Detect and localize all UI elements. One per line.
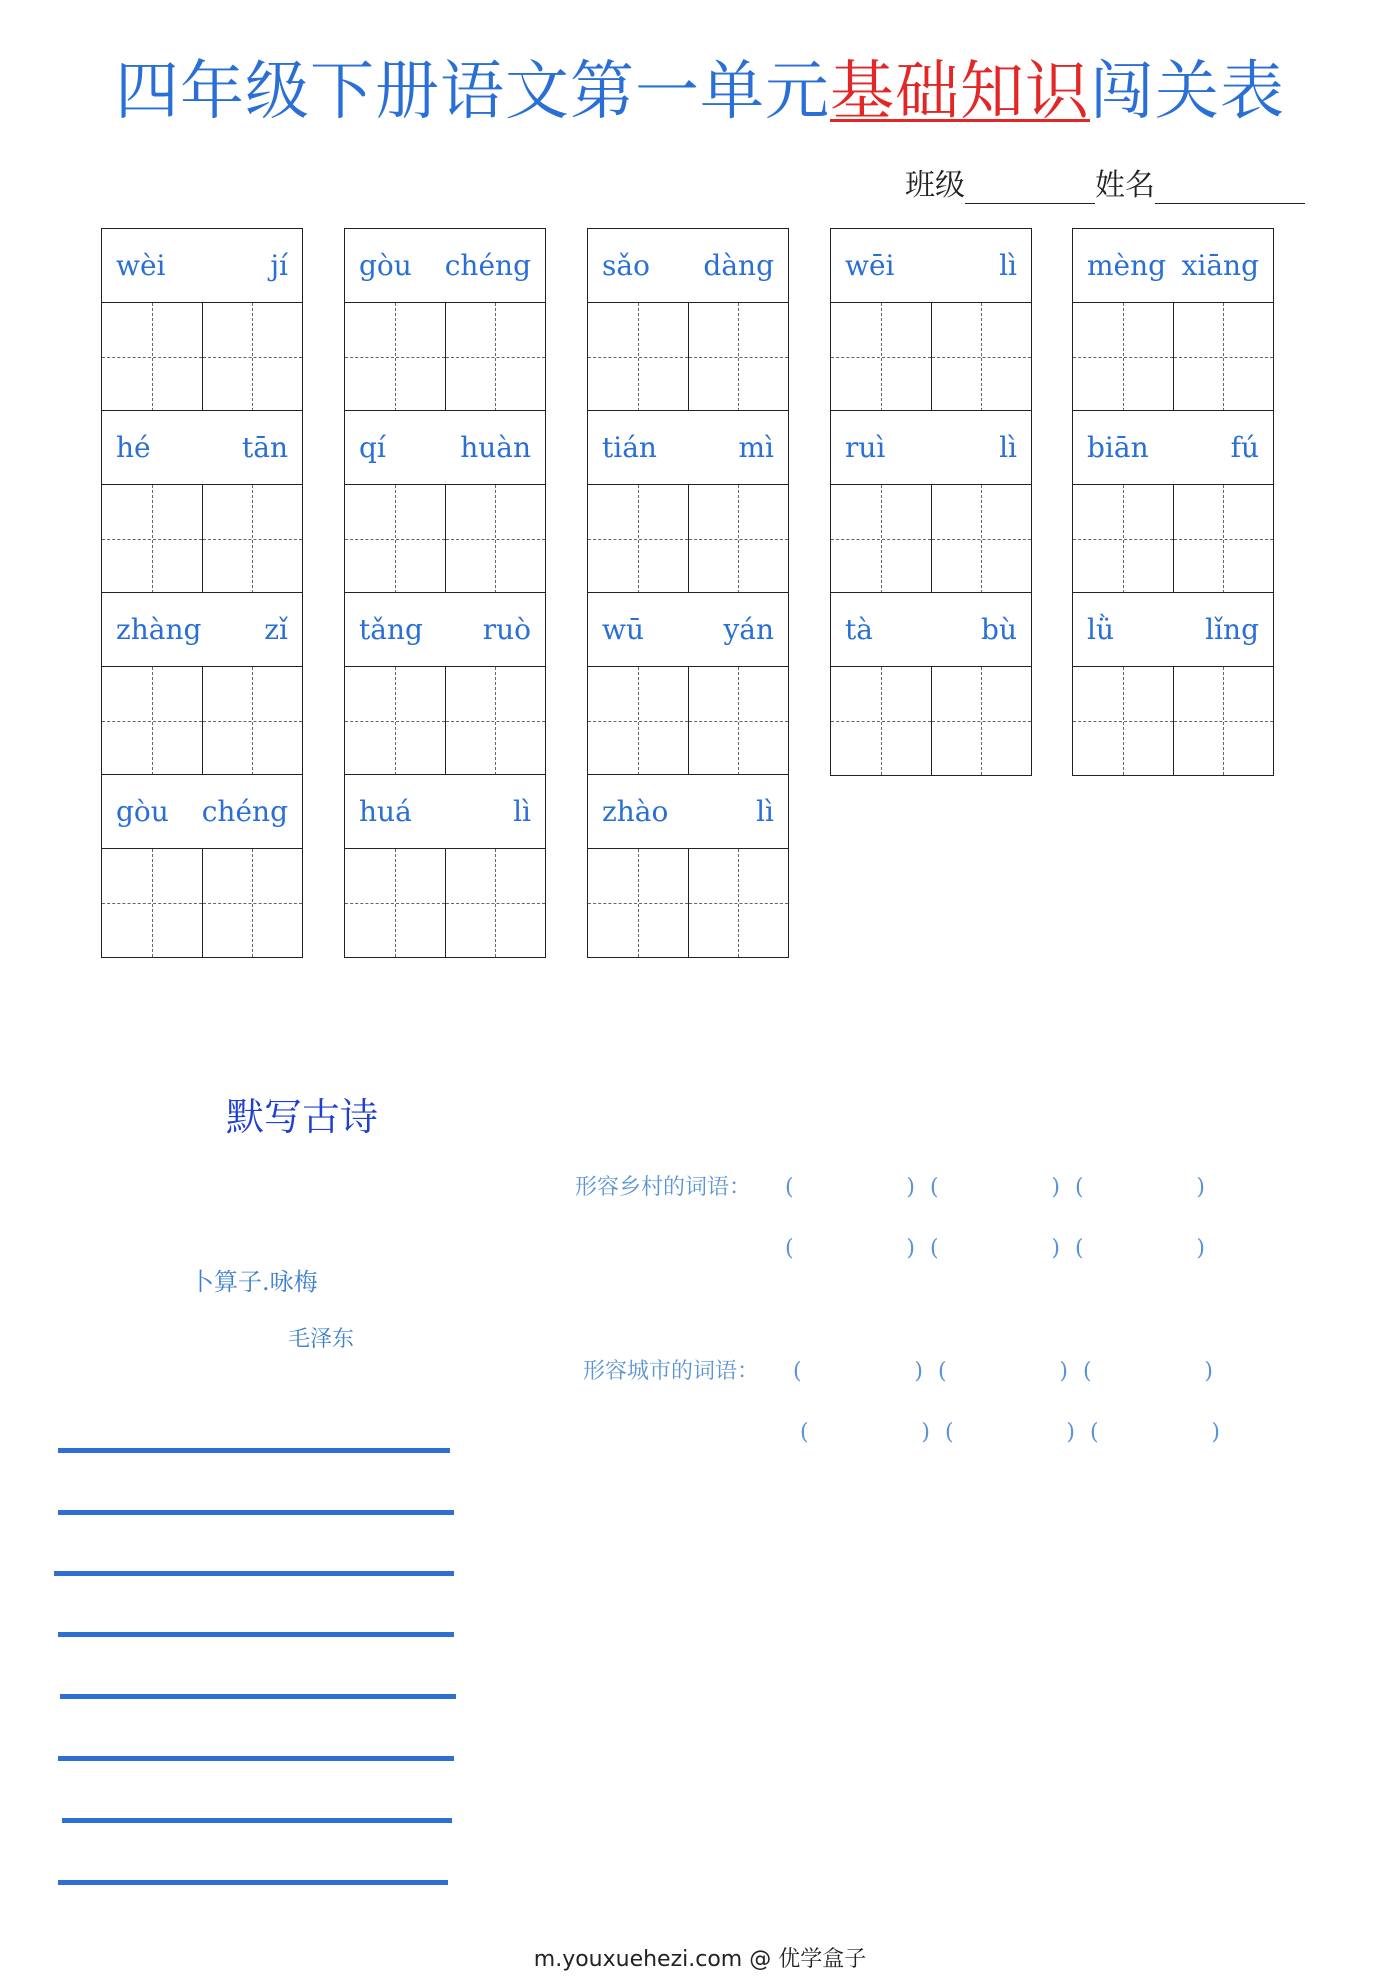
tianzige-cell[interactable] bbox=[102, 667, 202, 775]
writing-line[interactable] bbox=[58, 1756, 454, 1761]
pinyin-word-block bbox=[1072, 410, 1274, 594]
poem-title: 卜算子.咏梅 bbox=[190, 1268, 318, 1296]
writing-line[interactable] bbox=[58, 1448, 450, 1453]
character-cells bbox=[588, 485, 788, 593]
pinyin-word-block bbox=[587, 592, 789, 776]
character-cells bbox=[102, 849, 302, 957]
poem-author: 毛泽东 bbox=[288, 1327, 355, 1352]
tianzige-cell[interactable] bbox=[1173, 485, 1274, 593]
tianzige-cell[interactable] bbox=[445, 667, 546, 775]
tianzige-cell[interactable] bbox=[345, 849, 445, 957]
pinyin-label: lǜ lǐng bbox=[1073, 593, 1273, 667]
tianzige-cell[interactable] bbox=[831, 485, 931, 593]
pinyin-label: biān fú bbox=[1073, 411, 1273, 485]
title-end: 闯关表 bbox=[1090, 55, 1285, 129]
pinyin-word-block bbox=[1072, 592, 1274, 776]
tianzige-cell[interactable] bbox=[102, 849, 202, 957]
pinyin-label: wēi lì bbox=[831, 229, 1031, 303]
tianzige-cell[interactable] bbox=[345, 667, 445, 775]
pinyin-word-block bbox=[101, 410, 303, 594]
tianzige-cell[interactable] bbox=[1073, 485, 1173, 593]
rural-words-row-1: 形容乡村的词语： ( ) ( ) ( ) bbox=[575, 1172, 1215, 1204]
tianzige-cell[interactable] bbox=[102, 485, 202, 593]
character-cells bbox=[831, 667, 1031, 775]
tianzige-cell[interactable] bbox=[688, 667, 789, 775]
page-title bbox=[0, 52, 1400, 132]
pinyin-label: mèng xiāng bbox=[1073, 229, 1273, 303]
class-blank[interactable] bbox=[965, 173, 1095, 204]
tianzige-cell[interactable] bbox=[102, 303, 202, 411]
urban-words-row-1: 形容城市的词语： ( ) ( ) ( ) bbox=[583, 1356, 1223, 1388]
character-cells bbox=[588, 667, 788, 775]
pinyin-label: qí huàn bbox=[345, 411, 545, 485]
pinyin-word-block bbox=[587, 228, 789, 412]
tianzige-cell[interactable] bbox=[345, 303, 445, 411]
character-cells bbox=[102, 485, 302, 593]
character-cells bbox=[1073, 303, 1273, 411]
class-label: 班级 bbox=[905, 168, 965, 203]
pinyin-word-block bbox=[1072, 228, 1274, 412]
pinyin-label: zhào lì bbox=[588, 775, 788, 849]
pinyin-word-block bbox=[344, 410, 546, 594]
pinyin-label: ruì lì bbox=[831, 411, 1031, 485]
pinyin-word-block bbox=[587, 410, 789, 594]
pinyin-label: sǎo dàng bbox=[588, 229, 788, 303]
pinyin-label: huá lì bbox=[345, 775, 545, 849]
character-cells bbox=[102, 303, 302, 411]
urban-words-label: 形容城市的词语： bbox=[583, 1359, 760, 1384]
writing-line[interactable] bbox=[58, 1510, 454, 1515]
pinyin-word-block bbox=[830, 228, 1032, 412]
tianzige-cell[interactable] bbox=[588, 303, 688, 411]
name-blank[interactable] bbox=[1155, 173, 1305, 204]
pinyin-word-block bbox=[830, 410, 1032, 594]
writing-line[interactable] bbox=[54, 1571, 454, 1576]
footer: m.youxuehezi.com @ 优学盒子 bbox=[533, 1947, 867, 1972]
tianzige-cell[interactable] bbox=[1173, 303, 1274, 411]
rural-words-row-2: ( ) ( ) ( ) bbox=[785, 1236, 1205, 1261]
character-cells bbox=[588, 303, 788, 411]
tianzige-cell[interactable] bbox=[1073, 667, 1173, 775]
tianzige-cell[interactable] bbox=[202, 485, 303, 593]
tianzige-cell[interactable] bbox=[931, 667, 1032, 775]
pinyin-word-block bbox=[830, 592, 1032, 776]
character-cells bbox=[1073, 667, 1273, 775]
tianzige-cell[interactable] bbox=[688, 485, 789, 593]
character-cells bbox=[831, 303, 1031, 411]
tianzige-cell[interactable] bbox=[588, 849, 688, 957]
title-main: 四年级下册语文第一单元 bbox=[115, 55, 830, 129]
tianzige-cell[interactable] bbox=[445, 849, 546, 957]
pinyin-word-block bbox=[101, 592, 303, 776]
pinyin-label: hé tān bbox=[102, 411, 302, 485]
tianzige-cell[interactable] bbox=[831, 667, 931, 775]
student-info bbox=[905, 160, 1325, 203]
pinyin-word-block bbox=[344, 774, 546, 958]
pinyin-word-block bbox=[101, 228, 303, 412]
tianzige-cell[interactable] bbox=[202, 849, 303, 957]
writing-line[interactable] bbox=[58, 1632, 454, 1637]
tianzige-cell[interactable] bbox=[688, 849, 789, 957]
pinyin-label: tǎng ruò bbox=[345, 593, 545, 667]
pinyin-label: gòu chéng bbox=[102, 775, 302, 849]
character-cells bbox=[345, 485, 545, 593]
tianzige-cell[interactable] bbox=[588, 667, 688, 775]
pinyin-label: tà bù bbox=[831, 593, 1031, 667]
writing-line[interactable] bbox=[58, 1880, 448, 1885]
writing-line[interactable] bbox=[62, 1818, 452, 1823]
character-cells bbox=[831, 485, 1031, 593]
tianzige-cell[interactable] bbox=[931, 485, 1032, 593]
character-cells bbox=[345, 849, 545, 957]
tianzige-cell[interactable] bbox=[202, 667, 303, 775]
character-cells bbox=[588, 849, 788, 957]
character-cells bbox=[102, 667, 302, 775]
tianzige-cell[interactable] bbox=[345, 485, 445, 593]
tianzige-cell[interactable] bbox=[202, 303, 303, 411]
tianzige-cell[interactable] bbox=[688, 303, 789, 411]
pinyin-word-block bbox=[344, 228, 546, 412]
tianzige-cell[interactable] bbox=[831, 303, 931, 411]
poem-heading: 默写古诗 bbox=[226, 1095, 379, 1139]
character-cells bbox=[345, 303, 545, 411]
writing-line[interactable] bbox=[60, 1694, 456, 1699]
tianzige-cell[interactable] bbox=[1173, 667, 1274, 775]
name-label: 姓名 bbox=[1095, 168, 1155, 203]
pinyin-label: wèi jí bbox=[102, 229, 302, 303]
pinyin-word-block bbox=[101, 774, 303, 958]
pinyin-word-block bbox=[587, 774, 789, 958]
pinyin-label: zhàng zǐ bbox=[102, 593, 302, 667]
rural-words-label: 形容乡村的词语： bbox=[575, 1175, 752, 1200]
title-highlight: 基础知识 bbox=[830, 55, 1090, 129]
pinyin-label: gòu chéng bbox=[345, 229, 545, 303]
character-cells bbox=[345, 667, 545, 775]
pinyin-label: tián mì bbox=[588, 411, 788, 485]
tianzige-cell[interactable] bbox=[1073, 303, 1173, 411]
urban-words-row-2: ( ) ( ) ( ) bbox=[800, 1420, 1220, 1445]
pinyin-word-block bbox=[344, 592, 546, 776]
tianzige-cell[interactable] bbox=[445, 485, 546, 593]
pinyin-label: wū yán bbox=[588, 593, 788, 667]
character-cells bbox=[1073, 485, 1273, 593]
tianzige-cell[interactable] bbox=[931, 303, 1032, 411]
tianzige-cell[interactable] bbox=[445, 303, 546, 411]
tianzige-cell[interactable] bbox=[588, 485, 688, 593]
